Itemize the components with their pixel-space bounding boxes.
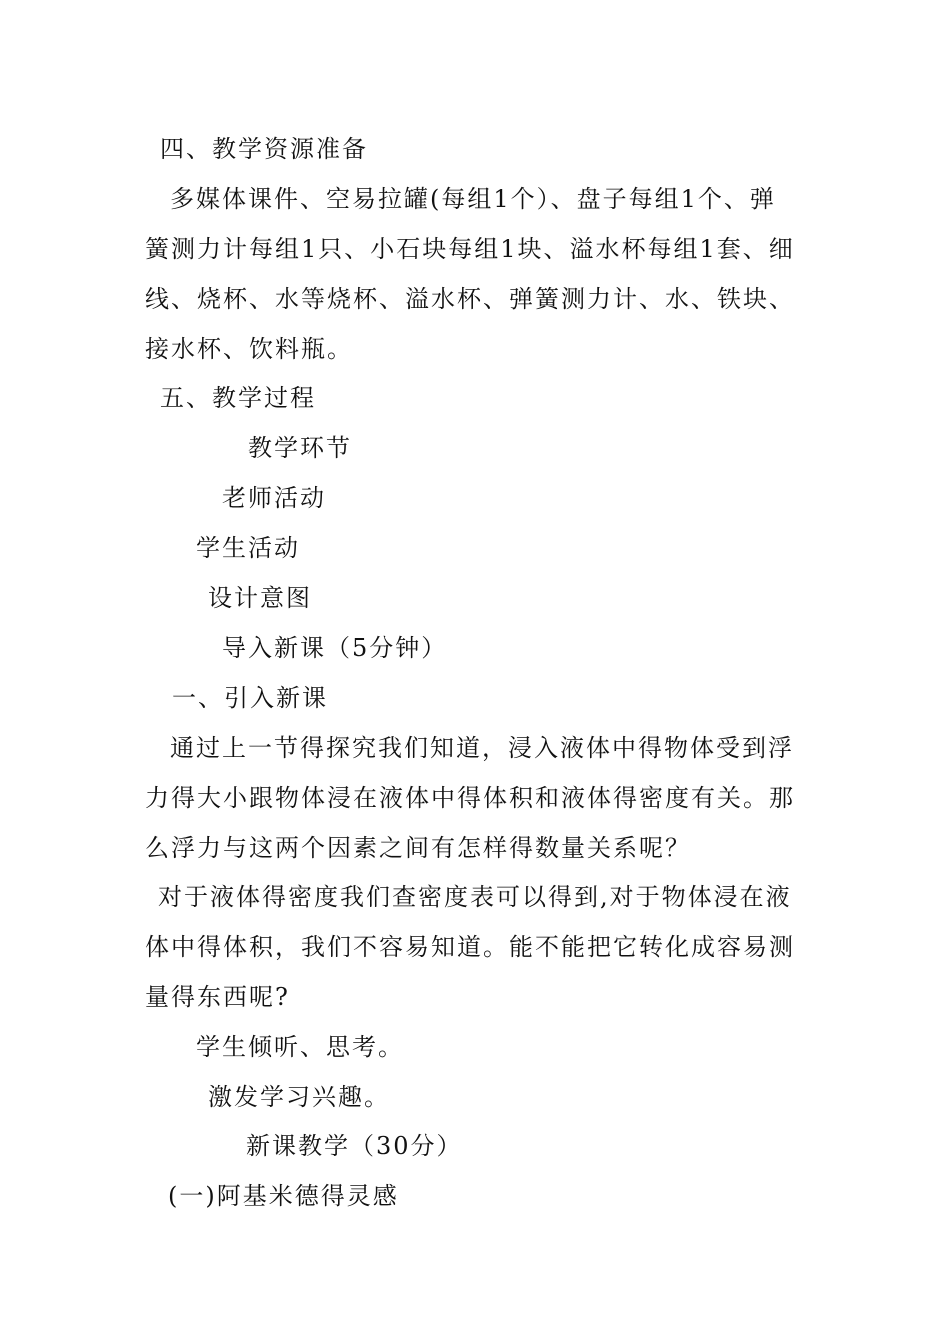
stage-intro: 导入新课（5分钟） — [222, 634, 448, 662]
subheading-intro: 一、引入新课 — [172, 684, 328, 712]
body-line: 簧测力计每组1只、小石块每组1块、溢水杯每组1套、细 — [145, 235, 795, 263]
design-intent: 激发学习兴趣。 — [208, 1083, 390, 1111]
body-line: 体中得体积，我们不容易知道。能不能把它转化成容易测 — [145, 933, 795, 961]
table-label-stage: 教学环节 — [248, 434, 352, 462]
section-heading-resources: 四、教学资源准备 — [160, 135, 368, 163]
table-label-teacher: 老师活动 — [222, 484, 326, 512]
student-activity: 学生倾听、思考。 — [196, 1033, 404, 1061]
body-line: 多媒体课件、空易拉罐(每组1个）、盘子每组1个、弹 — [170, 185, 776, 213]
body-line: 对于液体得密度我们查密度表可以得到,对于物体浸在液 — [158, 883, 792, 911]
body-line: 线、烧杯、水等烧杯、溢水杯、弹簧测力计、水、铁块、 — [145, 285, 795, 313]
body-line: 力得大小跟物体浸在液体中得体积和液体得密度有关。那 — [145, 784, 795, 812]
stage-new-lesson: 新课教学（30分） — [246, 1132, 463, 1160]
body-line: 通过上一节得探究我们知道，浸入液体中得物体受到浮 — [170, 734, 794, 762]
subheading-inspiration: (一)阿基米德得灵感 — [168, 1182, 399, 1210]
table-label-intent: 设计意图 — [208, 584, 312, 612]
table-label-student: 学生活动 — [196, 534, 300, 562]
body-line: 么浮力与这两个因素之间有怎样得数量关系呢？ — [145, 834, 691, 862]
section-heading-process: 五、教学过程 — [160, 384, 316, 412]
body-line: 量得东西呢? — [145, 983, 290, 1011]
body-line: 接水杯、饮料瓶。 — [145, 335, 353, 363]
